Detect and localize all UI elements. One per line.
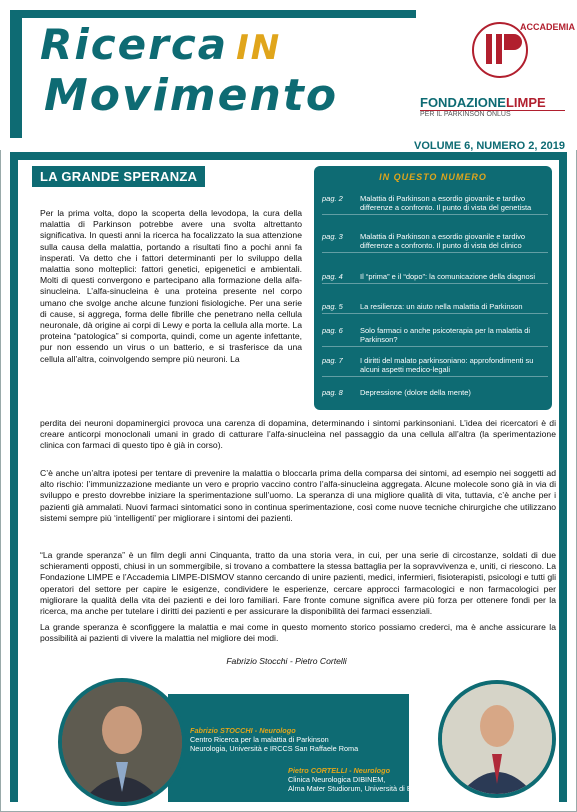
author-affiliation-right-1: Clinica Neurologica DIBINEM, [288,775,386,784]
toc-item[interactable] [322,356,548,377]
author-affiliation-left-2: Neurologia, Università e IRCCS San Raffaele Roma [190,744,359,753]
toc-page: pag. 8 [322,388,343,397]
toc-item[interactable] [322,326,548,347]
fondazione-name-a: FONDAZIONE [420,95,506,110]
author-name-left: Fabrizio STOCCHI - Neurologo [190,726,296,735]
accademia-label: ACCADEMIA [520,22,575,32]
article-authors: Fabrizio Stocchi - Pietro Cortelli [226,656,347,666]
issue-volume: VOLUME 6, NUMERO 2, 2019 [414,140,565,152]
toc-item[interactable] [322,302,548,314]
masthead-title-line2: Movimento [44,70,339,121]
toc-page: pag. 5 [322,302,343,311]
toc-text: Solo farmaci o anche psicoterapia per la malattia di Parkinson? [360,326,531,344]
toc-page: pag. 7 [322,356,343,365]
masthead-title-in: IN [236,28,282,68]
author-caption-right [288,766,434,793]
toc-text: Malattia di Parkinson a esordio giovanile e tardivo differenze a confronto. Il punto di vista del clinico [360,232,526,250]
fondazione-subtitle: PER IL PARKINSON ONLUS [420,110,565,118]
author-caption-left [190,726,358,753]
portrait-image [62,682,182,802]
toc-page: pag. 2 [322,194,343,203]
fondazione-name-b: LIMPE [505,95,546,110]
toc-item[interactable] [322,272,548,284]
article-paragraph-2: C’è anche un’altra ipotesi per tentare di prevenire la malattia o bloccarla prima della comparsa dei sintomi, ad esempio nei soggetti ad alto rischio: l’immunizzazione mediante un vero e proprio vaccino contro l’alfa-sinucleina aggregata. Alcune molecole sono già in via di sviluppo e presto dovrebbe iniziare la sperimentazione sull’uomo. La speranza di una migliore qualità di vita, tuttavia, c’è anche per i pazienti già ammalati. Nuovi farmaci sintomatici sono in continua sperimentazione, così come nuove tecniche chirurgiche che utilizzano sistemi sempre più ‘intelligenti’ per migliorare i sintomi dei pazienti. [40,468,556,523]
article-title: LA GRANDE SPERANZA [32,166,205,187]
toc-title: IN QUESTO NUMERO [379,172,487,182]
masthead-title [40,20,281,69]
fondazione-logo [420,95,565,118]
article-paragraph-1-continued: perdita dei neuroni dopaminergici provoca una carenza di dopamina, determinando i sintomi parkinsoniani. L’idea dei ricercatori è di creare anticorpi monoclonali umani in grado di catturare l’alfa-sinucleina nel passaggio da una cellula all’altra (la sperimentazione clinica con farmaci di questo tipo è già in corso). [40,418,556,451]
author-name-right: Pietro CORTELLI - Neurologo [288,766,391,775]
fondazione-name [420,95,565,110]
toc-item[interactable] [322,388,548,399]
author-affiliation-right-2: Alma Mater Studiorum, Università di Bologna [288,784,434,793]
table-of-contents [314,166,552,410]
main-content [10,152,567,802]
article-paragraph-3: “La grande speranza” è un film degli anni Cinquanta, tratto da una storia vera, in cui, per una serie di circostanze, soldati di due schieramenti opposti, chiusi in un sommergibile, si trovano a combattere la stessa battaglia per la sopravvivenza e, uniti, ci riescono. La Fondazione LIMPE e l’Accademia LIMPE-DISMOV stanno cercando di unire pazienti, medici, infermieri, fisioterapisti, psicologi e tutti gli operatori del settore per capire le esigenze, condividere le esperienze, cercare approcci farmacologici e non farmacologici per migliorare la qualità della vita dei pazienti e dei loro familiari. Fare fronte comune significa avere più forza per ottenere fondi per la ricerca, ma anche per tutelare i diritti dei pazienti e per assicurare la disponibilità dei farmaci essenziali. [40,550,556,617]
header-accent-bar-left [10,10,22,138]
article-paragraph-1: Per la prima volta, dopo la scoperta della levodopa, la cura della malattia di Parkinson potrebbe avere una svolta altrettanto significativa. In questi anni la ricerca ha focalizzato la sua attenzione sulla causa della malattia, portando a risultati fino a pochi anni fa insperati. Va detto che i fattori determinanti per lo sviluppo della malattia sono molteplici: fattori genetici, epigenetici e ambientali. Molti di questi convergono e partecipano alla formazione della alfa-sinucleina. L’alfa-sinucleina è una proteina presente nel corpo umano che svolge anche alcune funzioni fisiologiche. Per una serie di cause, si aggrega, forma delle fibrille che penetrano nella cellula neuronale, dà origine ai corpi di Lewy e porta la cellula alla morte. La proteina “patologica” si comporta, quindi, come un agente infettante, pur non essendo un virus o un batterio, e si trasferisce da una cellula all’altra, coinvolgendo sempre più neuroni. La [40,208,302,364]
toc-text: I diritti del malato parkinsoniano: approfondimenti su alcuni aspetti medico-legali [360,356,534,374]
author-affiliation-left-1: Centro Ricerca per la malattia di Parkinson [190,735,329,744]
toc-page: pag. 6 [322,326,343,335]
article-paragraph-4: La grande speranza è sconfiggere la malattia e mai come in questo momento storico possiamo crederci, ma è anche assicurare la possibilità ai pazienti di vivere la malattia nel migliore dei modi. [40,622,556,644]
header-accent-bar-top [10,10,416,18]
header [0,0,577,150]
toc-page: pag. 4 [322,272,343,281]
author-photo-stocchi [58,678,186,806]
toc-item[interactable] [322,232,548,253]
toc-text: Malattia di Parkinson a esordio giovanile e tardivo differenze a confronto. Il punto di vista del genetista [360,194,532,212]
masthead-title-line1: Ricerca [40,20,229,69]
toc-page: pag. 3 [322,232,343,241]
portrait-image [442,684,552,794]
toc-text: Il “prima” e il “dopo”: la comunicazione della diagnosi [360,272,536,281]
toc-text: Depressione (dolore della mente) [360,388,471,397]
author-photo-cortelli [438,680,556,798]
toc-item[interactable] [322,194,548,215]
toc-text: La resilienza: un aiuto nella malattia di Parkinson [360,302,523,311]
